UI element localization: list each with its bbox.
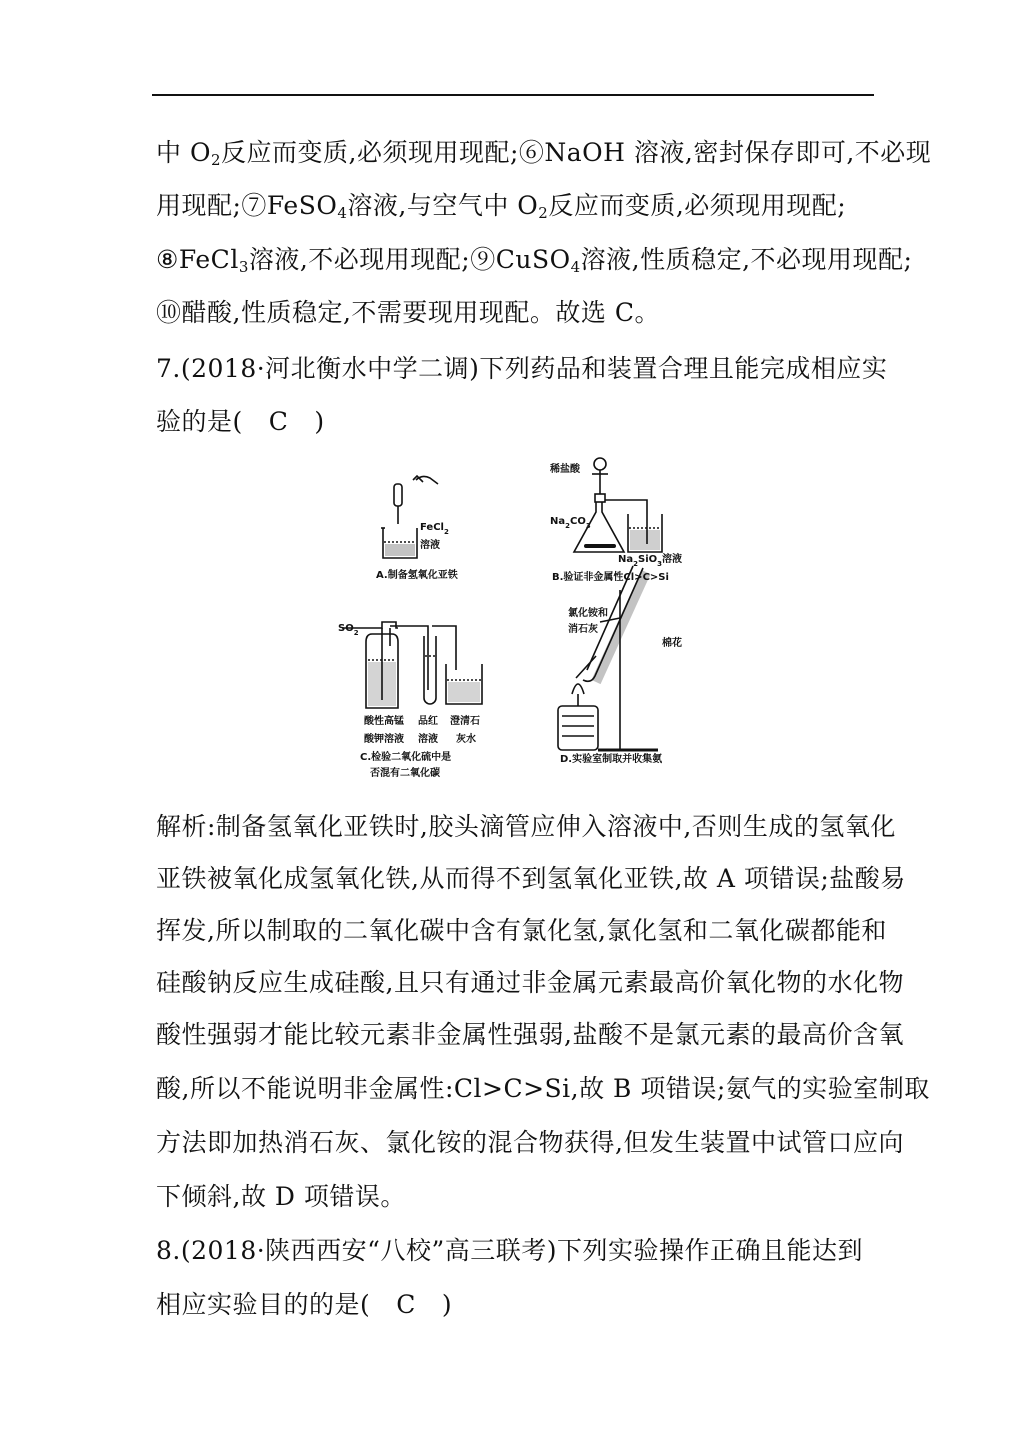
text-run: ⑧FeCl <box>156 245 239 274</box>
prev-line-4: ⑩醋酸,性质稳定,不需要现用现配。故选 C。 <box>156 298 660 327</box>
panel-c-caption-1: C.检验二氧化硫中是 <box>360 752 452 763</box>
panel-b-caption: B.验证非金属性Cl>C>Si <box>552 572 669 583</box>
panel-a-solution <box>385 544 415 556</box>
q7-answer: C <box>268 407 289 436</box>
text-run: 相应实验目的的是( <box>156 1290 371 1319</box>
panel-d-caption: D.实验室制取并收集氨 <box>560 754 663 765</box>
q7-stem-line-2 <box>156 405 325 439</box>
panel-b-solid-label: $Na_2CO_3$ <box>550 516 591 530</box>
panel-c-beaker-solution <box>448 682 480 702</box>
analysis-line-7: 方法即加热消石灰、氯化铵的混合物获得,但发生装置中试管口应向 <box>156 1128 904 1157</box>
panel-c-label-2a: 品红 <box>418 716 438 727</box>
text-run: 溶液,不必现用现配;⑨CuSO <box>248 245 571 274</box>
panel-c-label-3b: 灰水 <box>456 734 476 745</box>
analysis-line-4: 硅酸钠反应生成硅酸,且只有通过非金属元素最高价氧化物的水化物 <box>156 968 904 997</box>
panel-b-beaker-solution <box>630 530 660 550</box>
text-run: 反应而变质,必须现用现配; <box>548 191 847 220</box>
panel-c-label-1b: 酸钾溶液 <box>364 734 404 745</box>
text-run: ) <box>314 407 325 436</box>
panel-b-acid-label: 稀盐酸 <box>550 464 580 475</box>
q8-answer: C <box>396 1290 416 1319</box>
panel-c-bottle-solution <box>368 662 396 706</box>
analysis-line-1: 解析:制备氢氧化亚铁时,胶头滴管应伸入溶液中,否则生成的氢氧化 <box>156 812 896 841</box>
panel-d-reagent-label-2: 消石灰 <box>568 624 598 635</box>
panel-b-solution-label: $Na_2SiO_3$溶液 <box>618 554 683 568</box>
panel-c-label-1a: 酸性高锰 <box>364 716 404 727</box>
analysis-line-5: 酸性强弱才能比较元素非金属性强弱,盐酸不是氯元素的最高价含氧 <box>156 1020 904 1049</box>
text-run: 中 O <box>156 138 211 167</box>
prev-line-3 <box>156 243 912 277</box>
text-run: ) <box>441 1290 453 1319</box>
text-run: 用现配;⑦FeSO <box>156 191 338 220</box>
analysis-line-6: 酸,所以不能说明非金属性:Cl>C>Si,故 B 项错误;氨气的实验室制取 <box>156 1074 930 1103</box>
header-rule <box>152 94 874 96</box>
analysis-line-2: 亚铁被氧化成氢氧化铁,从而得不到氢氧化亚铁,故 A 项错误;盐酸易 <box>156 864 906 893</box>
panel-d-reagent-label-1: 氯化铵和 <box>568 608 608 619</box>
panel-c-gas-label: $SO_2$ <box>338 623 359 637</box>
text-run: 溶液,与空气中 O <box>347 191 539 220</box>
panel-d-cotton-label: 棉花 <box>662 638 682 649</box>
apparatus-figure <box>328 450 708 780</box>
panel-c-caption-2: 否混有二氧化碳 <box>370 768 440 779</box>
panel-c-label-2b: 溶液 <box>418 734 438 745</box>
panel-a-reagent-label: FeCl$_2$ <box>420 522 449 536</box>
apparatus-diagram <box>328 450 708 780</box>
subscript: 2 <box>210 151 221 169</box>
analysis-line-8: 下倾斜,故 D 项错误。 <box>156 1182 406 1211</box>
text-run: 验的是( <box>156 407 243 436</box>
prev-line-2 <box>156 189 846 223</box>
q8-stem-line-2 <box>156 1288 452 1322</box>
panel-a-reagent-label-2: 溶液 <box>420 540 440 551</box>
text-run: 反应而变质,必须现用现配;⑥NaOH 溶液,密封保存即可,不必现 <box>221 138 932 167</box>
panel-d-apparatus <box>558 566 658 750</box>
subscript: 2 <box>538 204 549 222</box>
q7-stem-line-1: 7.(2018·河北衡水中学二调)下列药品和装置合理且能完成相应实 <box>156 354 888 383</box>
prev-line-1 <box>156 136 931 170</box>
text-run: 溶液,性质稳定,不必现用现配; <box>580 245 913 274</box>
q8-stem-line-1: 8.(2018·陕西西安“八校”高三联考)下列实验操作正确且能达到 <box>156 1236 863 1265</box>
subscript: 4 <box>570 258 581 276</box>
panel-a-caption: A.制备氢氧化亚铁 <box>376 570 458 581</box>
subscript: 4 <box>337 204 348 222</box>
panel-c-label-3a: 澄清石 <box>450 716 480 727</box>
analysis-line-3: 挥发,所以制取的二氧化碳中含有氯化氢,氯化氢和二氧化碳都能和 <box>156 916 887 945</box>
subscript: 3 <box>238 258 249 276</box>
